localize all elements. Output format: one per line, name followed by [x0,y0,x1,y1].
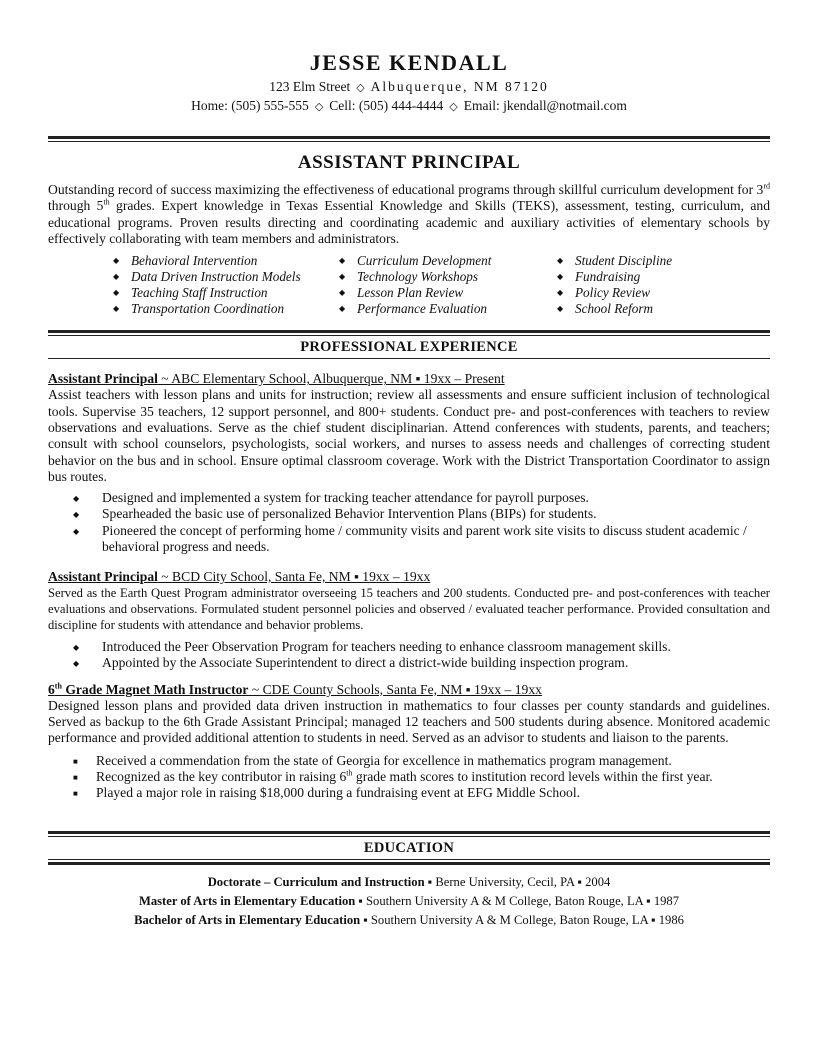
education-entry: Doctorate – Curriculum and Instruction ▪ Berne University, Cecil, PA ▪ 2004 [207,875,611,890]
address-line [48,78,770,97]
education-entry: Master of Arts in Elementary Education ▪ Southern University A & M College, Baton Rouge, LA ▪ 1987 [138,894,680,909]
job-entry-3 [48,682,770,802]
skills-column-2 [338,253,556,316]
headline: ASSISTANT PRINCIPAL [297,152,521,173]
achievement-list [48,490,770,555]
skill-item: ◆ Performance Evaluation [338,301,556,317]
core-skills [112,253,770,316]
diamond-separator-icon: ◇ [314,101,324,113]
education-section-header [48,831,770,865]
job-heading: Assistant Principal ~ ABC Elementary School, Albuquerque, NM ▪ 19xx – Present [48,371,505,387]
skill-item: ◆ Teaching Staff Instruction [112,285,338,301]
job-entry-2 [48,569,770,672]
achievement-item: ◆ Appointed by the Associate Superintendent to direct a district-wide building inspection program. [48,655,770,671]
city-state-zip: Albuquerque, NM 87120 [370,79,549,94]
achievement-item: ◆ Introduced the Peer Observation Program for teachers needing to enhance classroom management skills. [48,639,770,655]
job-heading: 6th Grade Magnet Math Instructor ~ CDE County Schools, Santa Fe, NM ▪ 19xx – 19xx [48,681,542,697]
home-phone: Home: (505) 555-555 [191,98,309,113]
achievement-list [48,639,770,671]
job-description: Assist teachers with lesson plans and units for instruction; review all assessments and ensure sufficient inclusion of technological tools. Supervise 35 teachers, 12 support personnel, and 800+ students. Conduct pre- and post-conferences with teachers to review observations and evaluations. Serve as the chief student disciplinarian. Attend conferences with students, parents, and teachers; consult with school counselors, psychologists, social workers, and nurses to assess needs and challenges of correcting student behavior on the bus and in school. Ensure optimal classroom coverage. Work with the District Transportation Coordinator to assign bus routes. [48,387,770,484]
education-list [48,873,770,930]
skill-item: ◆ Behavioral Intervention [112,253,338,269]
diamond-separator-icon: ◇ [449,101,458,113]
achievement-list [48,753,770,802]
achievement-item: ◆ Designed and implemented a system for tracking teacher attendance for payroll purposes. [48,490,770,506]
achievement-item: ■ Received a commendation from the state of Georgia for excellence in mathematics program management. [48,753,770,769]
diamond-separator-icon: ◇ [356,82,365,94]
skills-column-1 [112,253,338,316]
skill-item: ◆ Technology Workshops [338,269,556,285]
job-description: Served as the Earth Quest Program administrator overseeing 15 teachers and 200 students. Conducted pre- and post-conferences with teacher evaluations and observations. Formulated student personnel policies and observed / evaluated teacher performance. Provided consultation and discipline for students with attendance and behavior problems. [48,585,770,633]
achievement-item: ◆ Pioneered the concept of performing home / community visits and parent work site visits to discuss student academic / behavioral progress and needs. [48,523,770,555]
street-address: 123 Elm Street [269,79,351,94]
skill-item: ◆ Student Discipline [556,253,672,269]
skills-column-3 [556,253,672,316]
email-address: Email: jkendall@notmail.com [463,98,627,113]
experience-section-header [48,330,770,359]
skill-item: ◆ Data Driven Instruction Models [112,269,338,285]
cell-phone: Cell: (505) 444-4444 [329,98,444,113]
job-entry-1 [48,371,770,555]
achievement-item: ■ Played a major role in raising $18,000 during a fundraising event at EFG Middle School. [48,785,770,801]
skill-item: ◆ Lesson Plan Review [338,285,556,301]
resume-page [48,44,770,930]
job-description: Designed lesson plans and provided data driven instruction in mathematics to four classes per county standards and guidelines. Served as backup to the 6th Grade Assistant Principal; managed 12 teachers and 500 students during absence. Monitored academic performance and provided additional attention to students in need. Served as an advisor to students and liaison to the parents. [48,697,770,746]
section-title: EDUCATION [363,840,455,857]
skill-item: ◆ Policy Review [556,285,672,301]
skill-item: ◆ Curriculum Development [338,253,556,269]
skill-item: ◆ School Reform [556,301,672,317]
skill-item: ◆ Transportation Coordination [112,301,338,317]
achievement-item: ■ Recognized as the key contributor in raising 6th grade math scores to institution record levels within the first year. [48,769,770,785]
skill-item: ◆ Fundraising [556,269,672,285]
education-entry: Bachelor of Arts in Elementary Education ▪ Southern University A & M College, Baton Rouge, LA ▪ 1986 [134,913,684,928]
header-divider [48,136,770,142]
candidate-name: JESSE KENDALL [309,50,509,75]
phone-email-line [48,97,770,116]
job-heading: Assistant Principal ~ BCD City School, Santa Fe, NM ▪ 19xx – 19xx [48,568,431,584]
summary-paragraph: Outstanding record of success maximizing the effectiveness of educational programs through skillful curriculum development for 3rd through 5th grades. Expert knowledge in Texas Essential Knowledge and Skills (TEKS), assessment, testing, curriculum, and educational programs. Proven results directing and coordinating academic and auxiliary activities of elementary schools by effectively collaborating with team members and administrators. [48,181,771,246]
achievement-item: ◆ Spearheaded the basic use of personalized Behavior Intervention Plans (BIPs) for students. [48,506,770,522]
section-title: PROFESSIONAL EXPERIENCE [300,339,518,356]
